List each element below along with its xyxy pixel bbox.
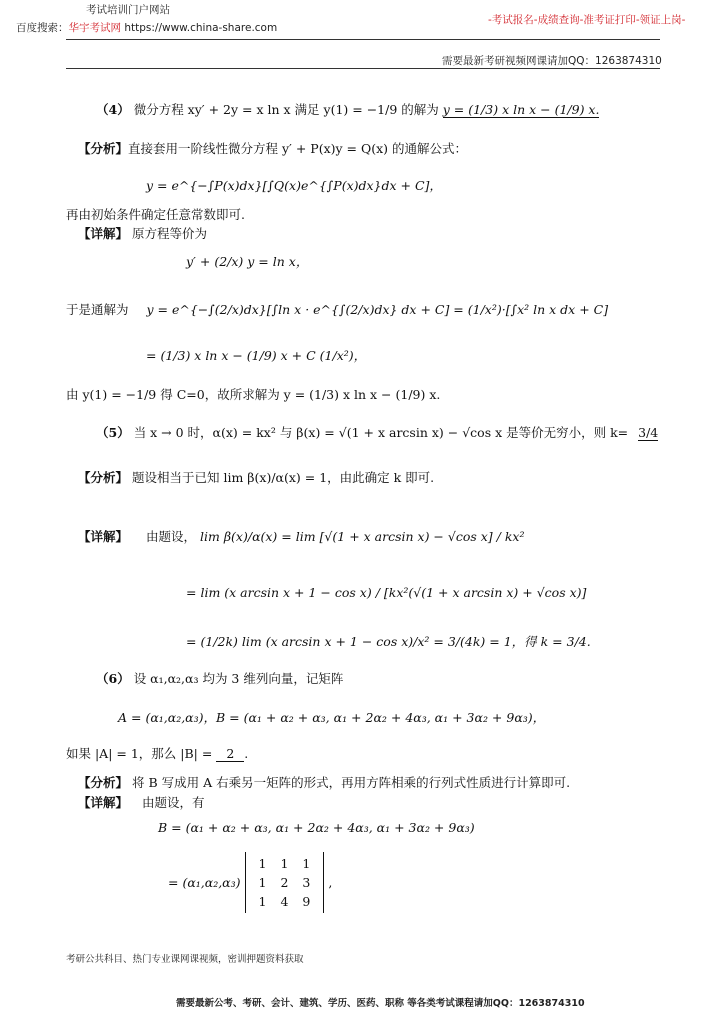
matrix-row <box>252 854 318 873</box>
header-nav-links[interactable]: -考试报名-成绩查询-准考证打印-领证上岗- <box>488 14 686 26</box>
q6-analysis <box>78 773 570 791</box>
analysis-tag: 【分析】 <box>78 775 129 790</box>
q5-detail-text: 由题设， <box>146 529 197 544</box>
q4-analysis-text: 直接套用一阶线性微分方程 y′ + P(x)y = Q(x) 的通解公式： <box>128 141 468 156</box>
brand-link[interactable]: 华宇考试网 <box>68 22 121 34</box>
q6-question-text: 如果 |A| = 1，那么 |B| = <box>66 746 213 761</box>
q5-step3: = (1/2k) lim (x arcsin x + 1 − cos x)/x² = 3/(4k) = 1，得 k = 3/4. <box>186 634 591 649</box>
analysis-tag: 【分析】 <box>78 470 129 485</box>
q5-text: 当 x → 0 时，α(x) = kx² 与 β(x) = √(1 + x arcsin x) − √cos x 是等价无穷小，则 k= <box>133 425 629 440</box>
matrix-cell: 1 <box>258 875 267 890</box>
q4-answer: y = (1/3) x ln x − (1/9) x. <box>442 102 600 117</box>
q6-def: A = (α₁,α₂,α₃)，B = (α₁ + α₂ + α₃, α₁ + 2α₂ + 4α₃, α₁ + 3α₂ + 9α₃)， <box>118 710 546 725</box>
q5-line <box>96 423 658 441</box>
q4-general-lead: 于是通解为 <box>66 302 129 317</box>
q4-text: 微分方程 xy′ + 2y = x ln x 满足 y(1) = −1/9 的解为 <box>133 102 439 117</box>
matrix-row <box>252 892 318 911</box>
matrix-cell: 1 <box>258 856 267 871</box>
q5-step2: = lim (x arcsin x + 1 − cos x) / [kx²(√(1 + x arcsin x) + √cos x)] <box>186 585 587 600</box>
q6-line <box>96 669 343 687</box>
matrix-cell: 1 <box>302 856 311 871</box>
q5-label: （5） <box>96 425 130 440</box>
q4-general2: = (1/3) x ln x − (1/9) x + C (1/x²)， <box>146 348 367 363</box>
matrix-cell: 3 <box>302 875 311 890</box>
q6-text: 设 α₁,α₂,α₃ 均为 3 维列向量，记矩阵 <box>133 671 344 686</box>
q5-analysis <box>78 468 434 486</box>
q4-line <box>96 100 599 118</box>
q4-detail <box>78 224 207 242</box>
q6-detail-text: 由题设，有 <box>142 795 205 810</box>
site-title: 考试培训门户网站 <box>86 4 170 16</box>
q4-formula: y = e^{−∫P(x)dx}[∫Q(x)e^{∫P(x)dx}dx + C]， <box>146 178 442 193</box>
q4-then: 再由初始条件确定任意常数即可. <box>66 207 245 222</box>
matrix-cell: 4 <box>280 894 289 909</box>
q5-step1: lim β(x)/α(x) = lim [√(1 + x arcsin x) − √cos x] / kx² <box>200 529 525 544</box>
q4-general-line <box>66 300 608 318</box>
q6-b: B = (α₁ + α₂ + α₃, α₁ + 2α₂ + 4α₃, α₁ + 3α₂ + 9α₃) <box>158 820 475 835</box>
q6-question: 如果 |A| = 1，那么 |B| = 2 . <box>66 746 249 761</box>
detail-tag: 【详解】 <box>78 226 129 241</box>
q4-general: y = e^{−∫(2/x)dx}[∫ln x · e^{∫(2/x)dx} dx + C] = (1/x²)·[∫x² ln x dx + C] <box>146 302 609 317</box>
site-url[interactable]: https://www.china-share.com <box>124 22 278 34</box>
q6-analysis-text: 将 B 写成用 A 右乘另一矩阵的形式，再用方阵相乘的行列式性质进行计算即可. <box>132 775 571 790</box>
analysis-tag: 【分析】 <box>78 141 129 156</box>
q6-prod: = (α₁,α₂,α₃) <box>168 875 241 890</box>
footer-line2: 需要最新公考、考研、会计、建筑、学历、医药、职称 等各类考试课程请加QQ：1263874310 <box>176 998 585 1009</box>
matrix-cell: 9 <box>302 894 311 909</box>
matrix-cell: 1 <box>280 856 289 871</box>
q4-label: （4） <box>96 102 130 117</box>
q6-detail <box>78 793 205 811</box>
header-divider-2 <box>66 68 660 69</box>
q4-detail-text: 原方程等价为 <box>132 226 208 241</box>
footer-line1: 考研公共科目、热门专业课网课视频，密训押题资料获取 <box>66 954 304 965</box>
q4-analysis <box>78 139 467 157</box>
q5-answer: 3/4 <box>638 425 659 440</box>
q4-final: 由 y(1) = −1/9 得 C=0，故所求解为 y = (1/3) x ln x − (1/9) x. <box>66 387 441 402</box>
header-divider <box>66 39 660 40</box>
q5-analysis-text: 题设相当于已知 lim β(x)/α(x) = 1，由此确定 k 即可. <box>132 470 435 485</box>
detail-tag: 【详解】 <box>78 529 129 544</box>
matrix-cell: 1 <box>258 894 267 909</box>
matrix-row <box>252 873 318 892</box>
baidu-label: 百度搜索： <box>16 22 69 34</box>
q6-product: = (α₁,α₂,α₃) 1 1 1 1 2 3 1 4 9 , <box>168 852 332 913</box>
coefficient-matrix <box>245 852 325 913</box>
detail-tag: 【详解】 <box>78 795 129 810</box>
q4-eq: y′ + (2/x) y = ln x， <box>186 254 309 269</box>
baidu-search-line <box>16 20 277 35</box>
q6-label: （6） <box>96 671 130 686</box>
q6-answer: 2 <box>216 746 244 762</box>
qq-notice: 需要最新考研视频网课请加QQ：1263874310 <box>442 55 662 67</box>
matrix-cell: 2 <box>280 875 289 890</box>
q5-detail <box>78 527 524 545</box>
